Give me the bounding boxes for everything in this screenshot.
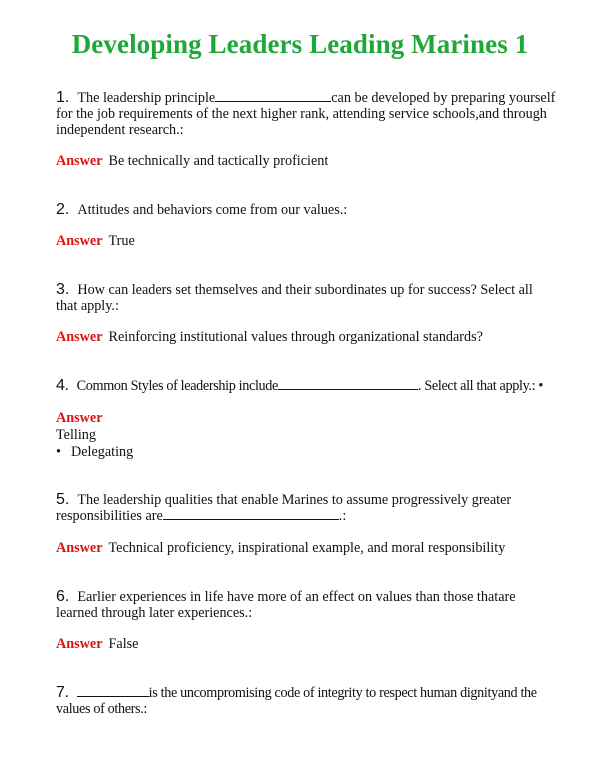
- question-text: Earlier experiences in life have more of an effect on values than those thatare learned through later experiences.:: [56, 589, 516, 621]
- fill-in-blank: [215, 90, 331, 102]
- question-number: 4.: [56, 377, 69, 394]
- question-number: 1.: [56, 89, 70, 106]
- question-text: How can leaders set themselves and their subordinates up for success? Select all that apply.:: [56, 282, 533, 314]
- answer-text: Reinforcing institutional values through organizational standards?: [108, 329, 483, 345]
- answer-text: False: [108, 636, 139, 652]
- question-number: 6.: [56, 588, 70, 605]
- question-5: [56, 492, 556, 524]
- answer-line: Delegating: [71, 444, 134, 460]
- answer-6: [56, 636, 556, 653]
- answer-2: [56, 233, 556, 250]
- question-text-pre: Common Styles of leadership include: [76, 378, 278, 394]
- answer-label: Answer: [56, 636, 103, 652]
- question-number: 5.: [56, 491, 70, 508]
- answer-text: Be technically and tactically proficient: [108, 153, 329, 169]
- question-4: [56, 378, 556, 394]
- answer-1: [56, 153, 556, 170]
- answer-label: Answer: [56, 329, 103, 345]
- fill-in-blank: [278, 378, 418, 390]
- answer-5: [56, 540, 556, 557]
- question-number: 2.: [56, 201, 70, 218]
- question-3: [56, 282, 556, 314]
- answer-bullet-item: [56, 444, 556, 461]
- question-text-post: .:: [338, 508, 347, 524]
- answer-4: [56, 410, 556, 461]
- fill-in-blank: [163, 508, 339, 520]
- answer-text: Technical proficiency, inspirational example, and moral responsibility: [108, 540, 506, 556]
- question-number: 3.: [56, 281, 70, 298]
- question-6: [56, 589, 556, 621]
- answer-label: Answer: [56, 233, 103, 249]
- question-number: 7.: [56, 684, 69, 701]
- answer-text: True: [108, 233, 135, 249]
- answer-3: [56, 329, 556, 346]
- question-text-pre: The leadership principle: [77, 90, 216, 106]
- question-text-pre: The leadership qualities that enable Marines to assume progressively greater responsibilities are: [56, 492, 512, 524]
- page-title: Developing Leaders Leading Marines 1: [71, 29, 529, 59]
- question-text-post: is the uncompromising code of integrity to respect human dignityand the values of others.:: [56, 685, 537, 717]
- question-text-post: can be developed by preparing yourself for the job requirements of the next higher rank, attending service schools,and through independent research.:: [56, 90, 556, 138]
- bullet-icon: •: [56, 444, 61, 460]
- question-text: Attitudes and behaviors come from our values.:: [77, 202, 348, 218]
- question-7: [56, 685, 556, 717]
- answer-label: Answer: [56, 153, 103, 169]
- answer-label: Answer: [56, 410, 103, 426]
- answer-line: Telling: [56, 427, 96, 443]
- question-1: [56, 90, 556, 138]
- question-text-post: . Select all that apply.: •: [417, 378, 543, 394]
- question-2: [56, 202, 556, 218]
- answer-label: Answer: [56, 540, 103, 556]
- fill-in-blank: [77, 685, 149, 697]
